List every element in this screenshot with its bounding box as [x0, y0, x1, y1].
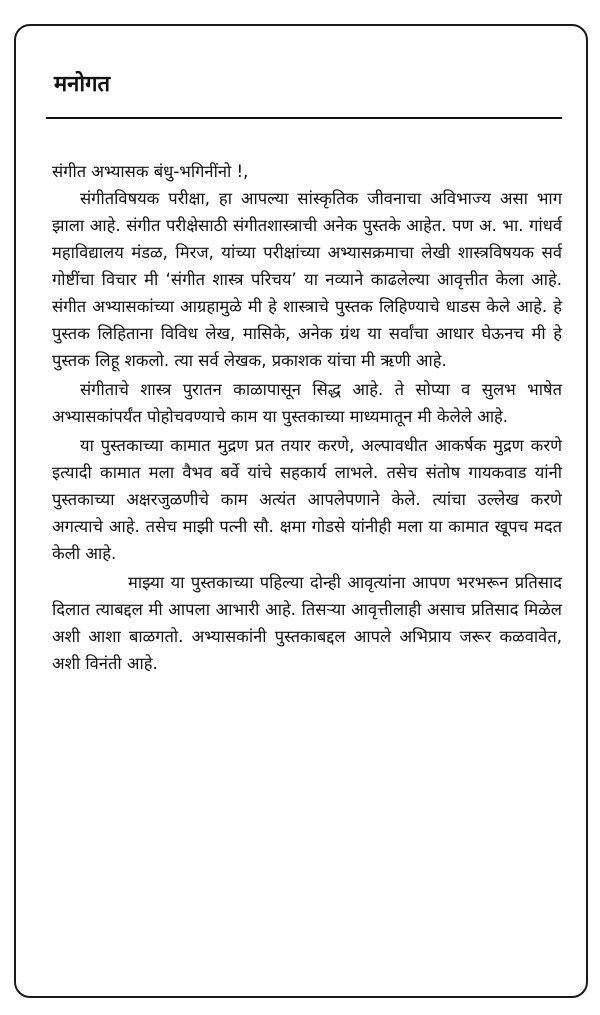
title-divider: [46, 117, 562, 119]
paragraph-2: संगीताचे शास्त्र पुरातन काळापासून सिद्ध आहे. ते सोप्या व सुलभ भाषेत अभ्यासकांपर्यंत पोहोचवण्याचे काम या पुस्तकाच्या माध्यमातून मी केलेले आहे.: [52, 380, 562, 426]
paragraph-1: संगीतविषयक परीक्षा, हा आपल्या सांस्कृतिक जीवनाचा अविभाज्य असा भाग झाला आहे. संगीत परीक्षेसाठी संगीतशास्त्राची अनेक पुस्तके आहेत. पण अ. भा. गांधर्व महाविद्यालय मंडळ, मिरज, यांच्या परीक्षांच्या अभ्यासक्रमाचा लेखी शास्त्रविषयक सर्व गोष्टींचा विचार मी ‘संगीत शास्त्र परिचय’ या नव्याने काढलेल्या आवृत्तीत केला आहे. संगीत अभ्यासकांच्या आग्रहामुळे मी हे शास्त्राचे पुस्तक लिहिण्याचे धाडस केले आहे. हे पुस्तक लिहिताना विविध लेख, मासिके, अनेक ग्रंथ या सर्वांचा आधार घेऊनच मी हे पुस्तक लिहू शकलो. त्या सर्व लेखक, प्रकाशक यांचा मी ऋणी आहे.: [52, 189, 562, 370]
paragraph-4: माझ्या या पुस्तकाच्या पहिल्या दोन्ही आवृत्यांना आपण भरभरून प्रतिसाद दिलात त्याबद्दल मी आपला आभारी आहे. तिसऱ्या आवृत्तीलाही असाच प्रतिसाद मिळेल अशी आशा बाळगतो. अभ्यासकांनी पुस्तकाबद्दल आपले अभिप्राय जरूर कळवावेत, अशी विनंती आहे.: [52, 573, 562, 673]
paragraph-3: या पुस्तकाच्या कामात मुद्रण प्रत तयार करणे, अल्पावधीत आकर्षक मुद्रण करणे इत्यादी कामात मला वैभव बर्वे यांचे सहकार्य लाभले. तसेच संतोष गायकवाड यांनी पुस्तकाच्या अक्षरजुळणीचे काम अत्यंत आपलेपणाने केले. त्यांचा उल्लेख करणे अगत्याचे आहे. तसेच माझी पत्नी सौ. क्षमा गोडसे यांनीही मला या कामात खूपच मदत केली आहे.: [52, 436, 562, 563]
page-title: मनोगत: [54, 72, 110, 97]
document-body: [52, 158, 562, 679]
salutation: संगीत अभ्यासक बंधु-भगिनींनो !,: [52, 162, 249, 181]
